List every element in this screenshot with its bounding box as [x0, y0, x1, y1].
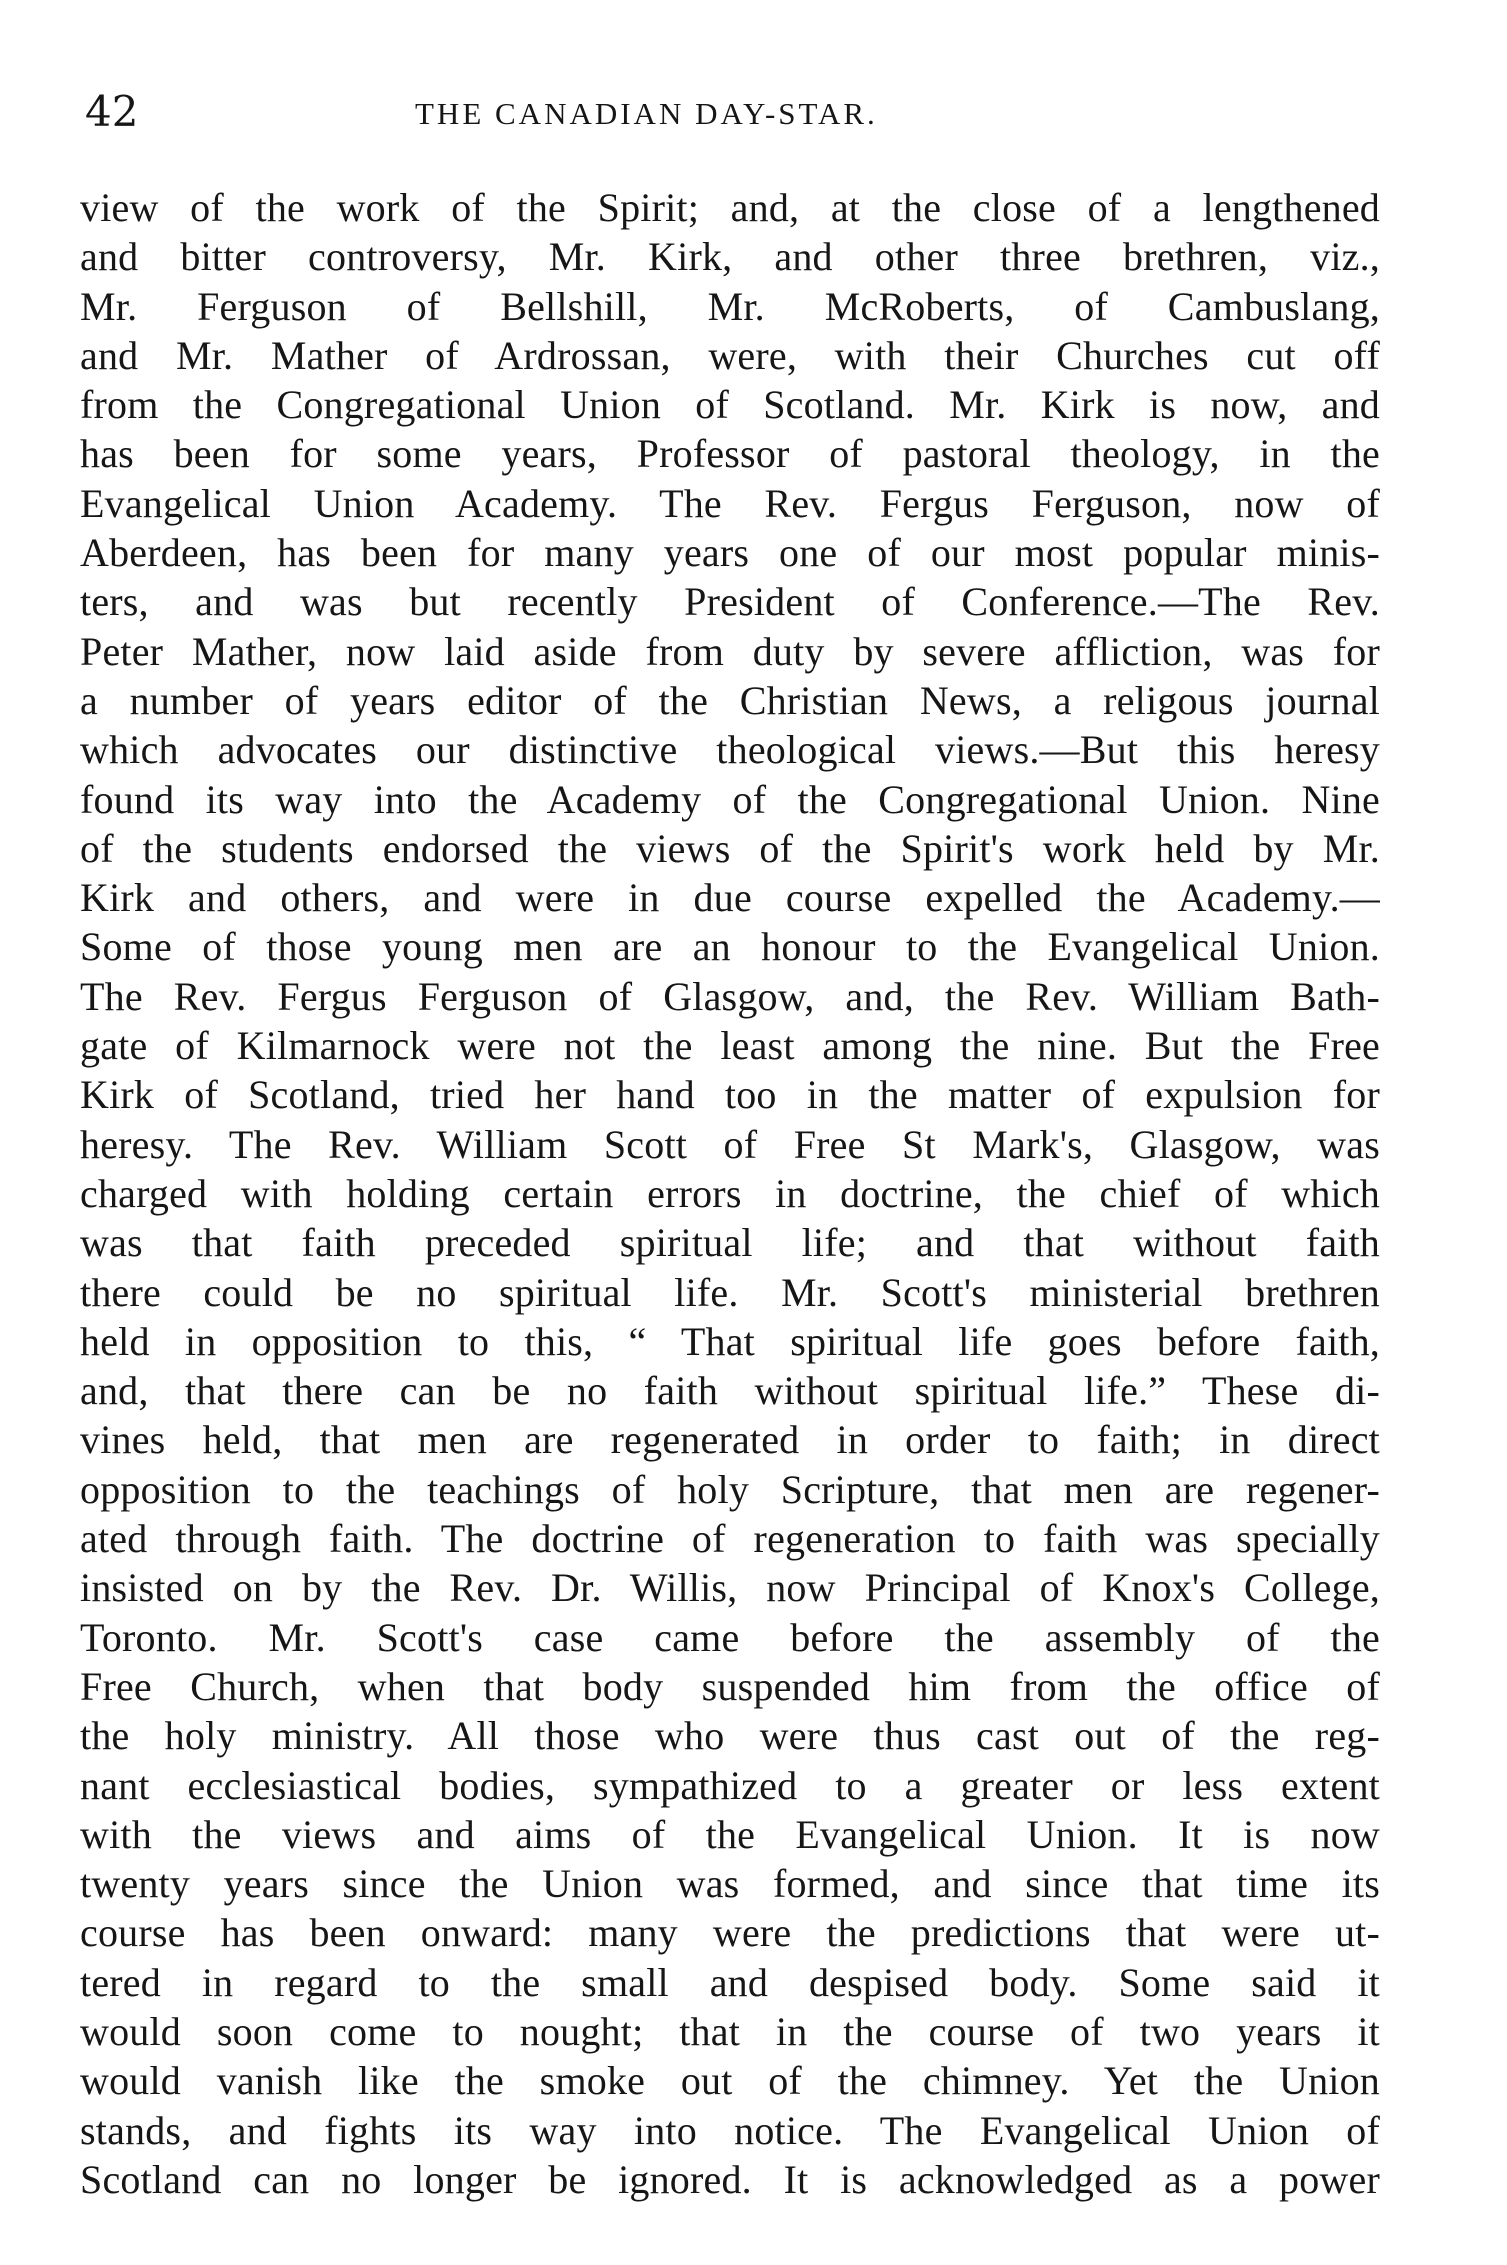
- text-line: Kirk and others, and were in due course expelled the Academy.—: [80, 875, 1380, 921]
- text-line: vines held, that men are regenerated in order to faith; in direct: [80, 1417, 1380, 1463]
- text-line: Some of those young men are an honour to the Evangelical Union.: [80, 924, 1380, 970]
- text-line: insisted on by the Rev. Dr. Willis, now Principal of Knox's College,: [80, 1565, 1380, 1611]
- text-line: a number of years editor of the Christian News, a religous journal: [80, 677, 1380, 723]
- text-line: Toronto. Mr. Scott's case came before the assembly of the: [80, 1614, 1380, 1660]
- text-line: opposition to the teachings of holy Scripture, that men are regener-: [80, 1466, 1380, 1512]
- text-line: gate of Kilmarnock were not the least among the nine. But the Free: [80, 1023, 1380, 1069]
- text-line: was that faith preceded spiritual life; and that without faith: [80, 1220, 1380, 1266]
- body-text: [80, 183, 1380, 2202]
- text-line: Aberdeen, has been for many years one of our most popular minis-: [80, 530, 1380, 576]
- text-line: Scotland can no longer be ignored. It is acknowledged as a power: [80, 2156, 1380, 2202]
- text-line: there could be no spiritual life. Mr. Scott's ministerial brethren: [80, 1269, 1380, 1315]
- text-line: Free Church, when that body suspended him from the office of: [80, 1663, 1380, 1709]
- text-line: the holy ministry. All those who were thus cast out of the reg-: [80, 1713, 1380, 1759]
- text-line: and bitter controversy, Mr. Kirk, and other three brethren, viz.,: [80, 234, 1380, 280]
- page-number: 42: [85, 87, 139, 136]
- text-line: course has been onward: many were the predictions that were ut-: [80, 1910, 1380, 1956]
- text-line: from the Congregational Union of Scotland. Mr. Kirk is now, and: [80, 382, 1380, 428]
- text-line: found its way into the Academy of the Congregational Union. Nine: [80, 776, 1380, 822]
- text-line: held in opposition to this, “ That spiritual life goes before faith,: [80, 1318, 1380, 1364]
- text-line: twenty years since the Union was formed, and since that time its: [80, 1861, 1380, 1907]
- text-line: Evangelical Union Academy. The Rev. Fergus Ferguson, now of: [80, 480, 1380, 526]
- text-line: Kirk of Scotland, tried her hand too in the matter of expulsion for: [80, 1072, 1380, 1118]
- text-line: view of the work of the Spirit; and, at the close of a lengthened: [80, 185, 1380, 230]
- text-line: heresy. The Rev. William Scott of Free St Mark's, Glasgow, was: [80, 1121, 1380, 1167]
- text-line: has been for some years, Professor of pastoral theology, in the: [80, 431, 1380, 477]
- text-line: which advocates our distinctive theological views.—But this heresy: [80, 727, 1380, 773]
- text-line: would vanish like the smoke out of the chimney. Yet the Union: [80, 2058, 1380, 2104]
- text-line: and, that there can be no faith without spiritual life.” These di-: [80, 1368, 1380, 1414]
- text-line: ters, and was but recently President of Conference.—The Rev.: [80, 579, 1380, 625]
- text-line: Peter Mather, now laid aside from duty by severe affliction, was for: [80, 628, 1380, 674]
- text-line: of the students endorsed the views of the Spirit's work held by Mr.: [80, 825, 1380, 871]
- text-line: stands, and fights its way into notice. The Evangelical Union of: [80, 2107, 1380, 2153]
- text-line: nant ecclesiastical bodies, sympathized to a greater or less extent: [80, 1762, 1380, 1808]
- text-line: would soon come to nought; that in the course of two years it: [80, 2008, 1380, 2054]
- text-line: and Mr. Mather of Ardrossan, were, with their Churches cut off: [80, 332, 1380, 378]
- page-header: [85, 82, 1375, 142]
- text-line: ated through faith. The doctrine of regeneration to faith was specially: [80, 1516, 1380, 1562]
- text-line: The Rev. Fergus Ferguson of Glasgow, and, the Rev. William Bath-: [80, 973, 1380, 1019]
- text-line: Mr. Ferguson of Bellshill, Mr. McRoberts, of Cambuslang,: [80, 283, 1380, 329]
- text-line: charged with holding certain errors in doctrine, the chief of which: [80, 1170, 1380, 1216]
- running-title: THE CANADIAN DAY-STAR.: [415, 96, 878, 131]
- text-line: tered in regard to the small and despised body. Some said it: [80, 1959, 1380, 2005]
- text-line: with the views and aims of the Evangelical Union. It is now: [80, 1811, 1380, 1857]
